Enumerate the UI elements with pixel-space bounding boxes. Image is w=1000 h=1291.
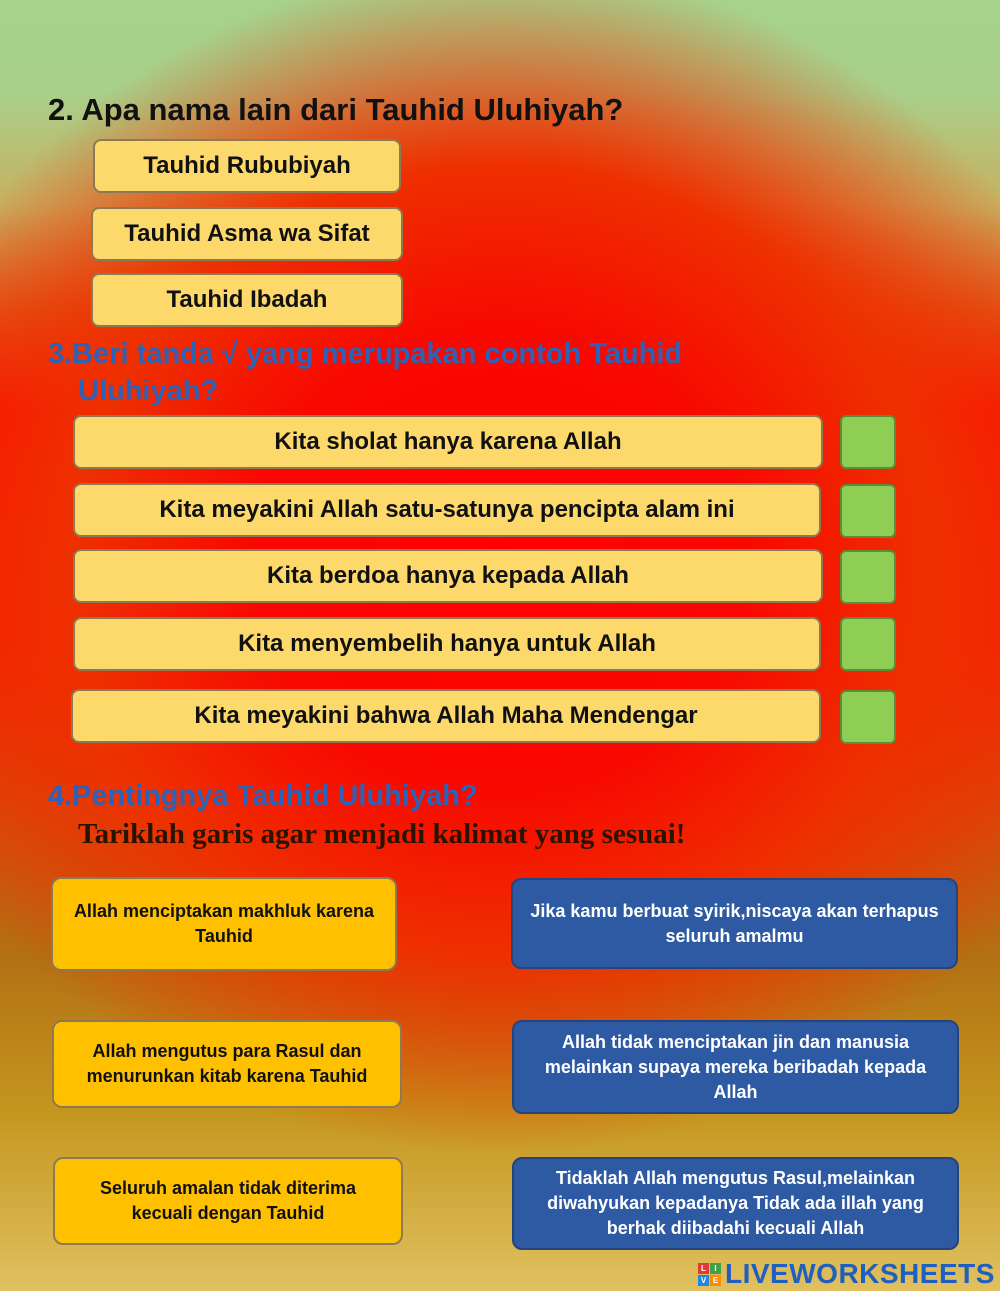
statement-2: Kita meyakini Allah satu-satunya pencipta alam ini xyxy=(73,483,821,537)
statement-4: Kita menyembelih hanya untuk Allah xyxy=(73,617,821,671)
question-2-title: 2. Apa nama lain dari Tauhid Uluhiyah? xyxy=(48,92,624,127)
question-3-title xyxy=(48,336,808,410)
match-right-2[interactable]: Allah tidak menciptakan jin dan manusia melainkan supaya mereka beribadah kepada Allah xyxy=(512,1020,959,1114)
checkbox-4[interactable] xyxy=(840,617,896,671)
checkbox-2[interactable] xyxy=(840,484,896,538)
match-right-3[interactable]: Tidaklah Allah mengutus Rasul,melainkan diwahyukan kepadanya Tidak ada illah yang berhak diibadahi kecuali Allah xyxy=(512,1157,959,1250)
logo-letter-e: E xyxy=(710,1275,721,1286)
logo-letter-i: I xyxy=(710,1263,721,1274)
question-4-instruction: Tariklah garis agar menjadi kalimat yang sesuai! xyxy=(78,818,686,850)
match-right-1[interactable]: Jika kamu berbuat syirik,niscaya akan terhapus seluruh amalmu xyxy=(511,878,958,969)
option-tauhid-ibadah[interactable]: Tauhid Ibadah xyxy=(91,273,403,327)
liveworksheets-logo-icon xyxy=(698,1263,721,1286)
question-3-title-line2: Uluhiyah? xyxy=(78,375,219,407)
match-left-1[interactable]: Allah menciptakan makhluk karena Tauhid xyxy=(51,877,397,971)
statement-1: Kita sholat hanya karena Allah xyxy=(73,415,823,469)
statement-3: Kita berdoa hanya kepada Allah xyxy=(73,549,823,603)
match-left-2[interactable]: Allah mengutus para Rasul dan menurunkan kitab karena Tauhid xyxy=(52,1020,402,1108)
option-tauhid-rububiyah[interactable]: Tauhid Rububiyah xyxy=(93,139,401,193)
logo-letter-l: L xyxy=(698,1263,709,1274)
checkbox-3[interactable] xyxy=(840,550,896,604)
checkbox-1[interactable] xyxy=(840,415,896,469)
question-4-title: 4.Pentingnya Tauhid Uluhiyah? xyxy=(48,780,478,812)
statement-5: Kita meyakini bahwa Allah Maha Mendengar xyxy=(71,689,821,743)
logo-letter-v: V xyxy=(698,1275,709,1286)
checkbox-5[interactable] xyxy=(840,690,896,744)
liveworksheets-brand xyxy=(698,1258,995,1290)
match-left-3[interactable]: Seluruh amalan tidak diterima kecuali dengan Tauhid xyxy=(53,1157,403,1245)
option-tauhid-asma-wa-sifat[interactable]: Tauhid Asma wa Sifat xyxy=(91,207,403,261)
question-3-title-line1: 3.Beri tanda √ yang merupakan contoh Tauhid xyxy=(48,338,683,370)
liveworksheets-wordmark: LIVEWORKSHEETS xyxy=(725,1258,995,1289)
